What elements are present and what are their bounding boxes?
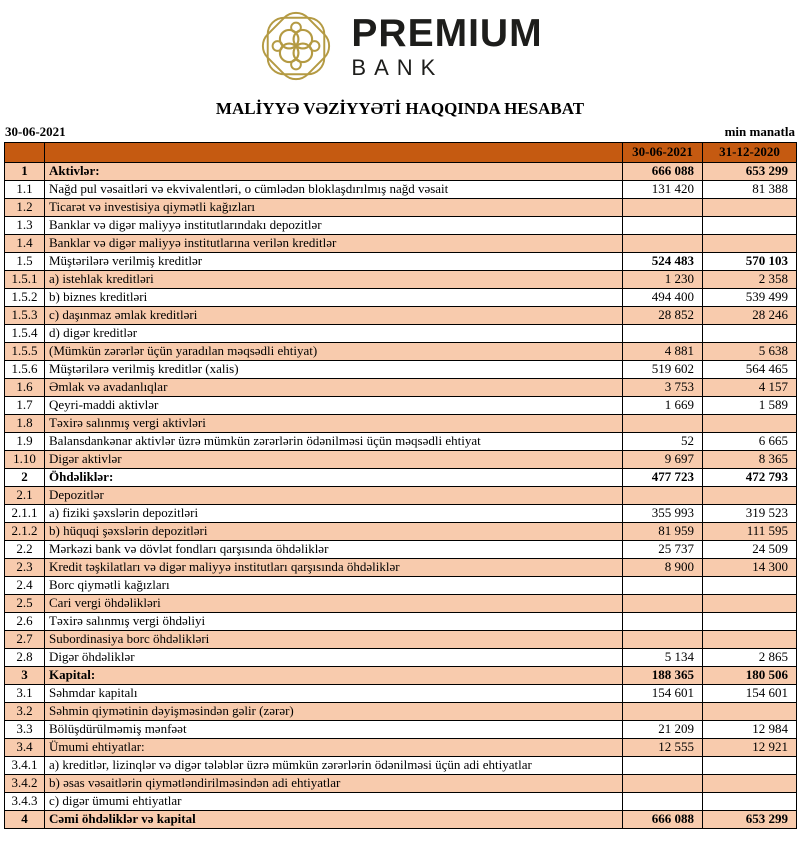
value-cell-current: 477 723 [623, 469, 703, 487]
row-label-cell: Müştərilərə verilmiş kreditlər (xalis) [45, 361, 623, 379]
value-cell-current [623, 415, 703, 433]
table-row [5, 523, 797, 541]
value-cell-current [623, 199, 703, 217]
row-number-cell: 4 [5, 811, 45, 829]
value-cell-previous: 1 589 [703, 397, 797, 415]
table-row [5, 397, 797, 415]
row-number-cell: 2.2 [5, 541, 45, 559]
value-cell-previous [703, 235, 797, 253]
bank-wordmark [351, 11, 543, 80]
value-cell-previous: 2 865 [703, 649, 797, 667]
table-row [5, 487, 797, 505]
value-cell-current [623, 703, 703, 721]
table-row [5, 415, 797, 433]
value-cell-current: 3 753 [623, 379, 703, 397]
value-cell-previous: 4 157 [703, 379, 797, 397]
row-label-cell: Depozitlər [45, 487, 623, 505]
value-cell-current: 9 697 [623, 451, 703, 469]
value-cell-previous: 154 601 [703, 685, 797, 703]
table-row [5, 307, 797, 325]
row-label-cell: a) kreditlər, lizinqlər və digər tələblər üzrə mümkün zərərlərin ödənilməsi üçün adi ehtiyatlar [45, 757, 623, 775]
row-label-cell: Müştərilərə verilmiş kreditlər [45, 253, 623, 271]
row-label-cell: Cəmi öhdəliklər və kapital [45, 811, 623, 829]
row-label-cell: Digər aktivlər [45, 451, 623, 469]
row-number-cell: 1.5.3 [5, 307, 45, 325]
row-number-cell: 2.5 [5, 595, 45, 613]
value-cell-previous [703, 487, 797, 505]
row-label-cell: (Mümkün zərərlər üçün yaradılan məqsədli ehtiyat) [45, 343, 623, 361]
value-cell-previous: 653 299 [703, 163, 797, 181]
value-cell-previous: 5 638 [703, 343, 797, 361]
row-number-cell: 1.5.6 [5, 361, 45, 379]
row-number-cell: 1.9 [5, 433, 45, 451]
value-cell-current: 154 601 [623, 685, 703, 703]
row-number-cell: 3.3 [5, 721, 45, 739]
value-cell-current: 494 400 [623, 289, 703, 307]
value-cell-previous: 539 499 [703, 289, 797, 307]
row-number-cell: 2.1.2 [5, 523, 45, 541]
value-cell-current: 5 134 [623, 649, 703, 667]
row-label-cell: Balansdankənar aktivlər üzrə mümkün zərərlərin ödənilməsi üçün məqsədli ehtiyat [45, 433, 623, 451]
row-number-cell: 1.5.4 [5, 325, 45, 343]
value-cell-current: 666 088 [623, 811, 703, 829]
row-label-cell: Borc qiymətli kağızları [45, 577, 623, 595]
header-col-previous: 31-12-2020 [703, 143, 797, 163]
table-row [5, 163, 797, 181]
row-number-cell: 1.10 [5, 451, 45, 469]
value-cell-previous [703, 415, 797, 433]
row-label-cell: Banklar və digər maliyyə institutlarına verilən kreditlər [45, 235, 623, 253]
bank-logo [0, 0, 800, 90]
value-cell-previous [703, 793, 797, 811]
ornamental-knot-icon [257, 7, 335, 85]
row-label-cell: b) biznes kreditləri [45, 289, 623, 307]
value-cell-previous: 81 388 [703, 181, 797, 199]
row-number-cell: 1.1 [5, 181, 45, 199]
value-cell-previous [703, 199, 797, 217]
value-cell-previous: 12 984 [703, 721, 797, 739]
table-row [5, 451, 797, 469]
table-header [5, 143, 797, 163]
row-label-cell: a) fiziki şəxslərin depozitləri [45, 505, 623, 523]
value-cell-current: 4 881 [623, 343, 703, 361]
value-cell-current [623, 757, 703, 775]
row-label-cell: Ümumi ehtiyatlar: [45, 739, 623, 757]
value-cell-previous: 12 921 [703, 739, 797, 757]
value-cell-previous: 472 793 [703, 469, 797, 487]
value-cell-previous: 28 246 [703, 307, 797, 325]
row-label-cell: Cari vergi öhdəlikləri [45, 595, 623, 613]
unit-label: min manatla [724, 124, 795, 139]
value-cell-current [623, 577, 703, 595]
row-label-cell: c) daşınmaz əmlak kreditləri [45, 307, 623, 325]
financial-position-table [4, 142, 797, 829]
row-number-cell: 2 [5, 469, 45, 487]
value-cell-previous: 6 665 [703, 433, 797, 451]
row-label-cell: b) hüquqi şəxslərin depozitləri [45, 523, 623, 541]
brand-subtitle: BANK [351, 54, 444, 80]
value-cell-current: 355 993 [623, 505, 703, 523]
value-cell-current: 188 365 [623, 667, 703, 685]
row-label-cell: Öhdəliklər: [45, 469, 623, 487]
row-number-cell: 1.5 [5, 253, 45, 271]
value-cell-previous [703, 775, 797, 793]
value-cell-previous [703, 631, 797, 649]
table-row [5, 739, 797, 757]
table-row [5, 541, 797, 559]
value-cell-previous [703, 325, 797, 343]
value-cell-current [623, 793, 703, 811]
table-header-row [5, 143, 797, 163]
table-row [5, 649, 797, 667]
table-row [5, 721, 797, 739]
value-cell-previous: 564 465 [703, 361, 797, 379]
row-number-cell: 3.2 [5, 703, 45, 721]
value-cell-previous: 2 358 [703, 271, 797, 289]
row-number-cell: 1.7 [5, 397, 45, 415]
value-cell-previous: 8 365 [703, 451, 797, 469]
row-number-cell: 3.1 [5, 685, 45, 703]
table-row [5, 379, 797, 397]
value-cell-current: 8 900 [623, 559, 703, 577]
row-number-cell: 1.3 [5, 217, 45, 235]
table-row [5, 631, 797, 649]
report-meta-row [0, 119, 800, 142]
value-cell-previous [703, 577, 797, 595]
row-number-cell: 1.8 [5, 415, 45, 433]
brand-name: PREMIUM [351, 11, 543, 55]
table-row [5, 343, 797, 361]
value-cell-previous [703, 595, 797, 613]
table-row [5, 325, 797, 343]
row-number-cell: 2.4 [5, 577, 45, 595]
value-cell-current [623, 631, 703, 649]
value-cell-current: 21 209 [623, 721, 703, 739]
row-label-cell: Ticarət və investisiya qiymətli kağızları [45, 199, 623, 217]
table-row [5, 577, 797, 595]
value-cell-previous: 653 299 [703, 811, 797, 829]
row-label-cell: c) digər ümumi ehtiyatlar [45, 793, 623, 811]
value-cell-current: 524 483 [623, 253, 703, 271]
value-cell-current [623, 487, 703, 505]
row-number-cell: 1.6 [5, 379, 45, 397]
row-label-cell: a) istehlak kreditləri [45, 271, 623, 289]
row-number-cell: 3.4 [5, 739, 45, 757]
row-number-cell: 2.3 [5, 559, 45, 577]
table-row [5, 559, 797, 577]
row-number-cell: 2.7 [5, 631, 45, 649]
table-row [5, 469, 797, 487]
row-label-cell: Aktivlər: [45, 163, 623, 181]
table-row [5, 217, 797, 235]
table-row [5, 703, 797, 721]
value-cell-current: 666 088 [623, 163, 703, 181]
value-cell-current: 81 959 [623, 523, 703, 541]
value-cell-current: 1 230 [623, 271, 703, 289]
value-cell-previous: 570 103 [703, 253, 797, 271]
value-cell-current: 25 737 [623, 541, 703, 559]
table-row [5, 595, 797, 613]
table-row [5, 253, 797, 271]
row-label-cell: Kapital: [45, 667, 623, 685]
table-row [5, 235, 797, 253]
value-cell-current [623, 595, 703, 613]
value-cell-current: 519 602 [623, 361, 703, 379]
row-label-cell: Səhmdar kapitalı [45, 685, 623, 703]
row-number-cell: 2.6 [5, 613, 45, 631]
table-row [5, 667, 797, 685]
table-row [5, 433, 797, 451]
value-cell-previous: 24 509 [703, 541, 797, 559]
row-label-cell: Subordinasiya borc öhdəlikləri [45, 631, 623, 649]
page-title: MALİYYƏ VƏZİYYƏTİ HAQQINDA HESABAT [215, 99, 585, 118]
value-cell-current [623, 325, 703, 343]
report-date: 30-06-2021 [5, 124, 66, 139]
header-col-current: 30-06-2021 [623, 143, 703, 163]
value-cell-current [623, 217, 703, 235]
value-cell-previous: 180 506 [703, 667, 797, 685]
row-number-cell: 1.4 [5, 235, 45, 253]
header-number-cell [5, 143, 45, 163]
row-number-cell: 3.4.2 [5, 775, 45, 793]
row-label-cell: Kredit təşkilatları və digər maliyyə institutları qarşısında öhdəliklər [45, 559, 623, 577]
table-row [5, 199, 797, 217]
row-label-cell: Mərkəzi bank və dövlət fondları qarşısında öhdəliklər [45, 541, 623, 559]
row-label-cell: Əmlak və avadanlıqlar [45, 379, 623, 397]
row-label-cell: Digər öhdəliklər [45, 649, 623, 667]
row-number-cell: 3.4.3 [5, 793, 45, 811]
row-number-cell: 1 [5, 163, 45, 181]
table-row [5, 757, 797, 775]
table-row [5, 505, 797, 523]
header-label-cell [45, 143, 623, 163]
row-label-cell: Təxirə salınmış vergi öhdəliyi [45, 613, 623, 631]
table-row [5, 793, 797, 811]
value-cell-previous [703, 613, 797, 631]
value-cell-current [623, 613, 703, 631]
row-number-cell: 1.5.5 [5, 343, 45, 361]
row-number-cell: 1.2 [5, 199, 45, 217]
value-cell-current: 52 [623, 433, 703, 451]
value-cell-current: 12 555 [623, 739, 703, 757]
row-label-cell: d) digər kreditlər [45, 325, 623, 343]
value-cell-previous: 111 595 [703, 523, 797, 541]
value-cell-current: 1 669 [623, 397, 703, 415]
table-row [5, 361, 797, 379]
table-row [5, 613, 797, 631]
value-cell-previous [703, 703, 797, 721]
table-row [5, 271, 797, 289]
row-label-cell: Banklar və digər maliyyə institutlarındakı depozitlər [45, 217, 623, 235]
value-cell-current: 28 852 [623, 307, 703, 325]
table-body [5, 163, 797, 829]
value-cell-current [623, 775, 703, 793]
row-label-cell: Səhmin qiymətinin dəyişməsindən gəlir (zərər) [45, 703, 623, 721]
value-cell-previous: 319 523 [703, 505, 797, 523]
table-row [5, 181, 797, 199]
row-number-cell: 2.1.1 [5, 505, 45, 523]
value-cell-previous [703, 757, 797, 775]
row-number-cell: 3 [5, 667, 45, 685]
table-row [5, 811, 797, 829]
table-row [5, 775, 797, 793]
row-label-cell: b) əsas vəsaitlərin qiymətləndirilməsindən adi ehtiyatlar [45, 775, 623, 793]
row-number-cell: 3.4.1 [5, 757, 45, 775]
row-number-cell: 2.8 [5, 649, 45, 667]
table-row [5, 289, 797, 307]
row-number-cell: 2.1 [5, 487, 45, 505]
row-label-cell: Təxirə salınmış vergi aktivləri [45, 415, 623, 433]
row-label-cell: Nağd pul vəsaitləri və ekvivalentləri, o cümlədən bloklaşdırılmış nağd vəsait [45, 181, 623, 199]
value-cell-current [623, 235, 703, 253]
table-row [5, 685, 797, 703]
row-number-cell: 1.5.2 [5, 289, 45, 307]
value-cell-previous [703, 217, 797, 235]
row-label-cell: Qeyri-maddi aktivlər [45, 397, 623, 415]
value-cell-current: 131 420 [623, 181, 703, 199]
value-cell-previous: 14 300 [703, 559, 797, 577]
row-label-cell: Bölüşdürülməmiş mənfəət [45, 721, 623, 739]
row-number-cell: 1.5.1 [5, 271, 45, 289]
